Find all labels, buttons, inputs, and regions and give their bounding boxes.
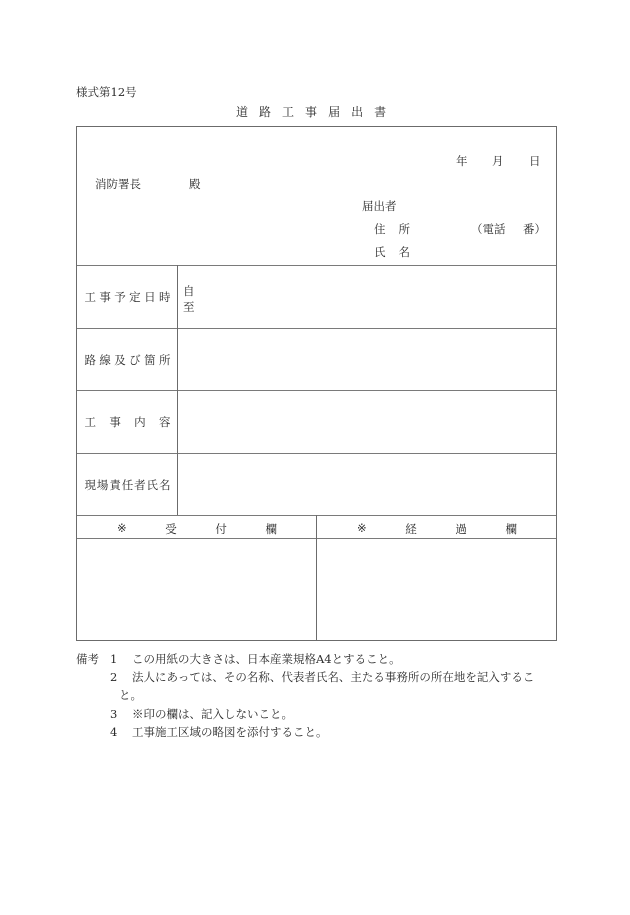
- note-2-continuation: と。: [119, 688, 142, 702]
- from-label: 自: [183, 284, 195, 298]
- form-number: 様式第12号: [76, 85, 137, 99]
- row-label-site-manager-name: 現 場 責 任 者 氏 名: [84, 477, 171, 492]
- note-3: 3 ※印の欄は、記入しないこと。: [110, 707, 293, 721]
- honorific-label: 殿: [189, 177, 201, 191]
- to-label: 至: [183, 300, 195, 314]
- note-4: 4 工事施工区域の略図を添付すること。: [110, 725, 328, 739]
- row-label-construction-datetime: 工 事 予 定 日 時: [84, 290, 171, 304]
- construction-details-field[interactable]: [180, 392, 554, 451]
- date-year-label: 年: [456, 154, 468, 168]
- progress-column-header: ※ 経 過 欄: [357, 521, 517, 536]
- route-location-field[interactable]: [180, 330, 554, 388]
- addressee-label: 消防署長: [95, 177, 141, 191]
- bottom-column-divider: [316, 515, 317, 640]
- document-title: 道路工事届出書: [236, 105, 398, 119]
- row-label-construction-details: 工 事 内 容: [84, 415, 171, 429]
- reception-column-header: ※ 受 付 欄: [117, 521, 277, 536]
- progress-area: [320, 541, 554, 638]
- site-manager-name-field[interactable]: [180, 455, 554, 513]
- applicant-label: 届出者: [362, 199, 397, 213]
- phone-label-close: 番）: [523, 222, 546, 236]
- phone-label-open: （電話: [471, 222, 506, 236]
- date-month-label: 月: [492, 154, 504, 168]
- note-2: 2 法人にあっては、その名称、代表者氏名、主たる事務所の所在地を記入するこ: [110, 670, 535, 684]
- note-1: 備考 1 この用紙の大きさは、日本産業規格A4とすること。: [76, 652, 401, 666]
- row-label-route-location: 路 線 及 び 箇 所: [84, 352, 171, 367]
- form-table: [76, 126, 557, 641]
- notes-heading: 備考: [76, 652, 99, 666]
- construction-datetime-field[interactable]: [195, 272, 545, 322]
- name-label: 氏 名: [374, 245, 410, 259]
- reception-area: [79, 541, 314, 638]
- date-day-label: 日: [529, 154, 541, 168]
- address-label: 住 所: [374, 222, 410, 236]
